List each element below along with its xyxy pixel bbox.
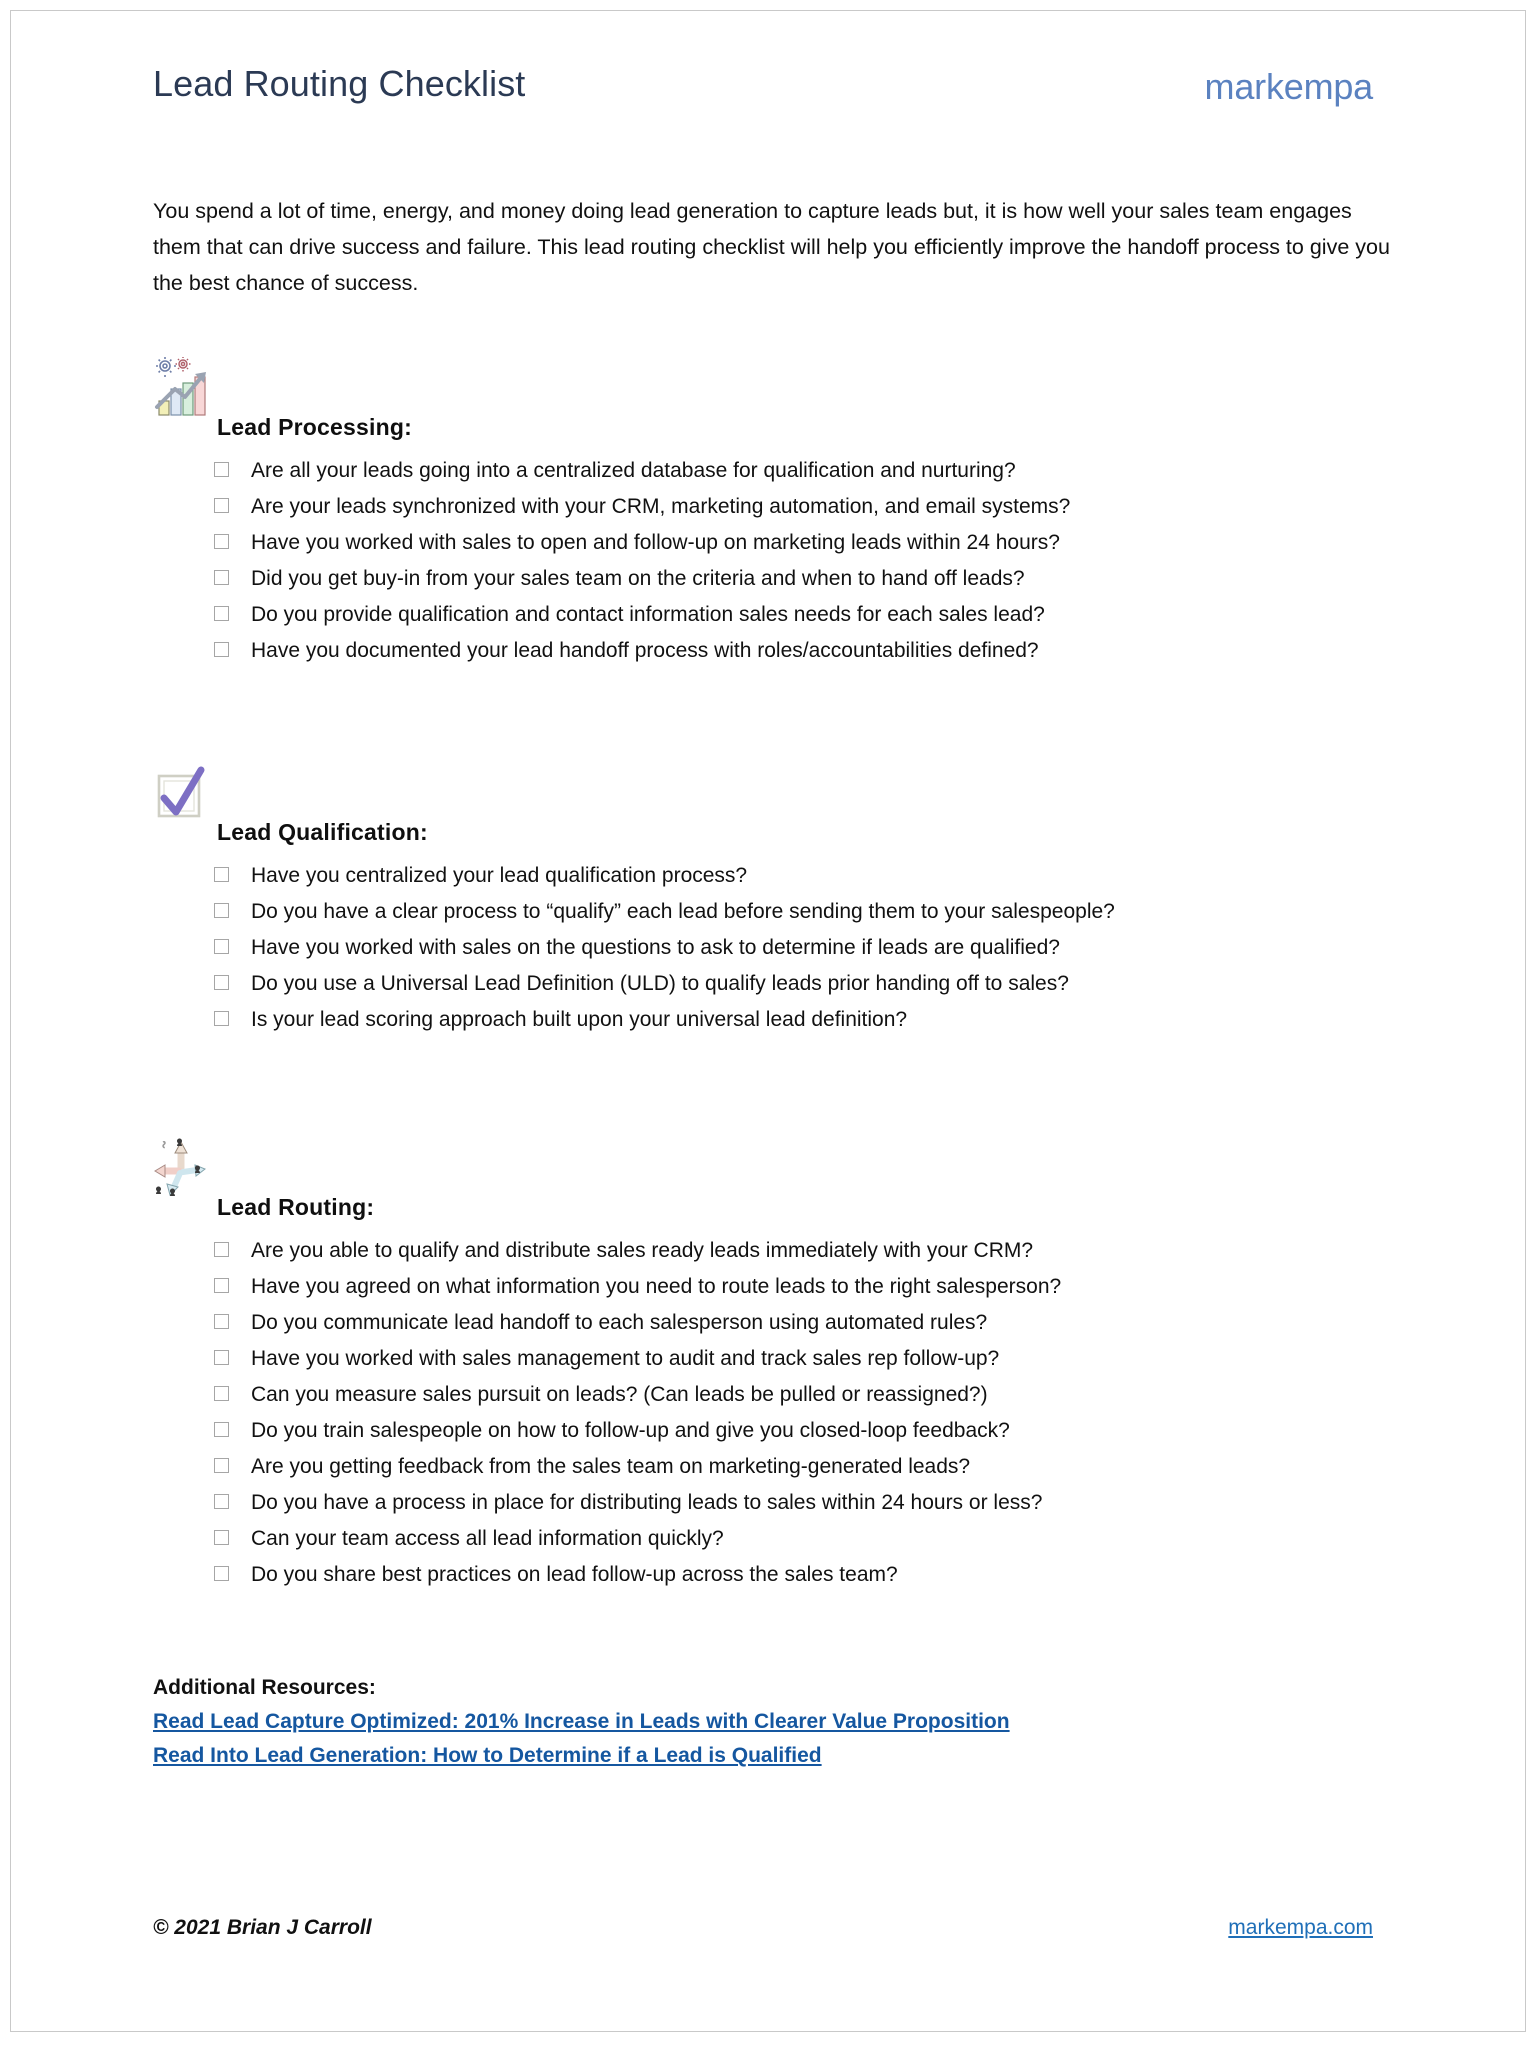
- checklist-item-label: Have you worked with sales management to audit and track sales rep follow-up?: [251, 1347, 1000, 1370]
- section-lead-processing: [153, 381, 1398, 662]
- checklist-item[interactable]: [208, 858, 1398, 894]
- checklist-item[interactable]: [208, 1557, 1398, 1593]
- website-link[interactable]: markempa.com: [1228, 1916, 1373, 1939]
- checklist-item[interactable]: [208, 489, 1398, 525]
- checklist-item-label: Have you centralized your lead qualification process?: [251, 864, 748, 887]
- section-lead-qualification: [153, 786, 1398, 1031]
- section-title: Lead Processing:: [217, 414, 412, 440]
- resource-link[interactable]: Read Into Lead Generation: How to Determine if a Lead is Qualified: [153, 1744, 822, 1767]
- checkbox-icon[interactable]: [214, 1494, 229, 1509]
- checklist-item-label: Are you getting feedback from the sales team on marketing-generated leads?: [251, 1455, 971, 1478]
- checkbox-icon[interactable]: [214, 1386, 229, 1401]
- checklist-item[interactable]: [208, 1269, 1398, 1305]
- resources-heading: Additional Resources:: [153, 1676, 376, 1699]
- checkbox-icon[interactable]: [214, 1011, 229, 1026]
- checkbox-icon[interactable]: [214, 975, 229, 990]
- checklist-item-label: Did you get buy-in from your sales team on the criteria and when to hand off leads?: [251, 567, 1025, 590]
- checklist-item-label: Are you able to qualify and distribute sales ready leads immediately with your CRM?: [251, 1239, 1034, 1262]
- checklist-item-label: Have you agreed on what information you need to route leads to the right salesperson?: [251, 1275, 1062, 1298]
- checklist-item-label: Do you use a Universal Lead Definition (ULD) to qualify leads prior handing off to sales?: [251, 972, 1069, 995]
- checkbox-icon[interactable]: [214, 867, 229, 882]
- checkbox-icon[interactable]: [214, 1242, 229, 1257]
- checklist-items: [208, 453, 1398, 669]
- checklist-item-label: Do you have a process in place for distributing leads to sales within 24 hours or less?: [251, 1491, 1043, 1514]
- copyright-text: © 2021 Brian J Carroll: [153, 1916, 372, 1939]
- checklist-item[interactable]: [208, 525, 1398, 561]
- section-header: [153, 786, 1398, 848]
- checklist-item-label: Can your team access all lead information quickly?: [251, 1527, 724, 1550]
- section-header: [153, 1161, 1398, 1223]
- section-title: Lead Qualification:: [217, 819, 428, 845]
- checklist-item-label: Do you communicate lead handoff to each salesperson using automated rules?: [251, 1311, 988, 1334]
- checklist-item[interactable]: [208, 597, 1398, 633]
- checklist-item[interactable]: [208, 1449, 1398, 1485]
- checkbox-icon[interactable]: [214, 1350, 229, 1365]
- checklist-item[interactable]: [208, 453, 1398, 489]
- checkbox-icon[interactable]: [214, 642, 229, 657]
- checklist-item[interactable]: [208, 1377, 1398, 1413]
- checkbox-icon[interactable]: [214, 570, 229, 585]
- checkbox-icon[interactable]: [214, 903, 229, 918]
- checklist-item-label: Are all your leads going into a centralized database for qualification and nurturing?: [251, 459, 1016, 482]
- checklist-item-label: Do you share best practices on lead follow-up across the sales team?: [251, 1563, 898, 1586]
- checklist-item-label: Are your leads synchronized with your CRM, marketing automation, and email systems?: [251, 495, 1071, 518]
- section-lead-routing: [153, 1161, 1398, 1586]
- checkbox-icon[interactable]: [214, 1278, 229, 1293]
- document-header: [153, 63, 1403, 123]
- checklist-item-label: Have you worked with sales on the questions to ask to determine if leads are qualified?: [251, 936, 1060, 959]
- intro-paragraph: You spend a lot of time, energy, and money doing lead generation to capture leads but, it is how well your sales team engages them that can drive success and failure. This lead routing checklist will help you efficiently improve the handoff process to give you the best chance of success.: [153, 199, 1390, 295]
- checklist-item-label: Do you provide qualification and contact information sales needs for each sales lead?: [251, 603, 1045, 626]
- checklist-item[interactable]: [208, 1413, 1398, 1449]
- checkbox-icon[interactable]: [214, 534, 229, 549]
- checklist-item[interactable]: [208, 1521, 1398, 1557]
- checklist-item[interactable]: [208, 633, 1398, 669]
- checklist-item[interactable]: [208, 966, 1398, 1002]
- checkbox-icon[interactable]: [214, 939, 229, 954]
- section-header: [153, 381, 1398, 443]
- document-page: [10, 10, 1526, 2032]
- checklist-item-label: Have you documented your lead handoff process with roles/accountabilities defined?: [251, 639, 1039, 662]
- checkbox-icon[interactable]: [214, 1314, 229, 1329]
- checklist-item[interactable]: [208, 1485, 1398, 1521]
- checklist-item-label: Do you have a clear process to “qualify” each lead before sending them to your salespeople?: [251, 900, 1115, 923]
- checklist-item[interactable]: [208, 561, 1398, 597]
- checklist-item-label: Do you train salespeople on how to follow-up and give you closed-loop feedback?: [251, 1419, 1010, 1442]
- document-footer: [153, 1916, 1403, 1950]
- resource-link[interactable]: Read Lead Capture Optimized: 201% Increase in Leads with Clearer Value Proposition: [153, 1710, 1010, 1733]
- checkbox-icon[interactable]: [214, 1566, 229, 1581]
- checklist-item-label: Have you worked with sales to open and follow-up on marketing leads within 24 hours?: [251, 531, 1060, 554]
- checkbox-icon[interactable]: [214, 462, 229, 477]
- checklist-item[interactable]: [208, 930, 1398, 966]
- checklist-item-label: Can you measure sales pursuit on leads? (Can leads be pulled or reassigned?): [251, 1383, 988, 1406]
- checkbox-icon[interactable]: [214, 1458, 229, 1473]
- checkbox-icon[interactable]: [214, 1530, 229, 1545]
- page-content: [143, 11, 1403, 2031]
- page-title: Lead Routing Checklist: [153, 63, 526, 104]
- checklist-item[interactable]: [208, 894, 1281, 930]
- checked-box-icon: [153, 762, 213, 824]
- arrows-routing-icon: [153, 1137, 213, 1199]
- checkbox-icon[interactable]: [214, 498, 229, 513]
- checkbox-icon[interactable]: [214, 606, 229, 621]
- checklist-items: [208, 858, 1398, 1038]
- checklist-item[interactable]: [208, 1305, 1398, 1341]
- checkbox-icon[interactable]: [214, 1422, 229, 1437]
- checklist-item[interactable]: [208, 1341, 1398, 1377]
- checklist-item-label: Is your lead scoring approach built upon your universal lead definition?: [251, 1008, 908, 1031]
- checklist-item[interactable]: [208, 1233, 1398, 1269]
- checklist-item[interactable]: [208, 1002, 1398, 1038]
- additional-resources: [153, 1671, 1398, 1773]
- section-title: Lead Routing:: [217, 1194, 375, 1220]
- checklist-items: [208, 1233, 1398, 1593]
- brand-logo: markempa: [1204, 66, 1373, 107]
- bar-chart-growth-icon: [153, 357, 213, 419]
